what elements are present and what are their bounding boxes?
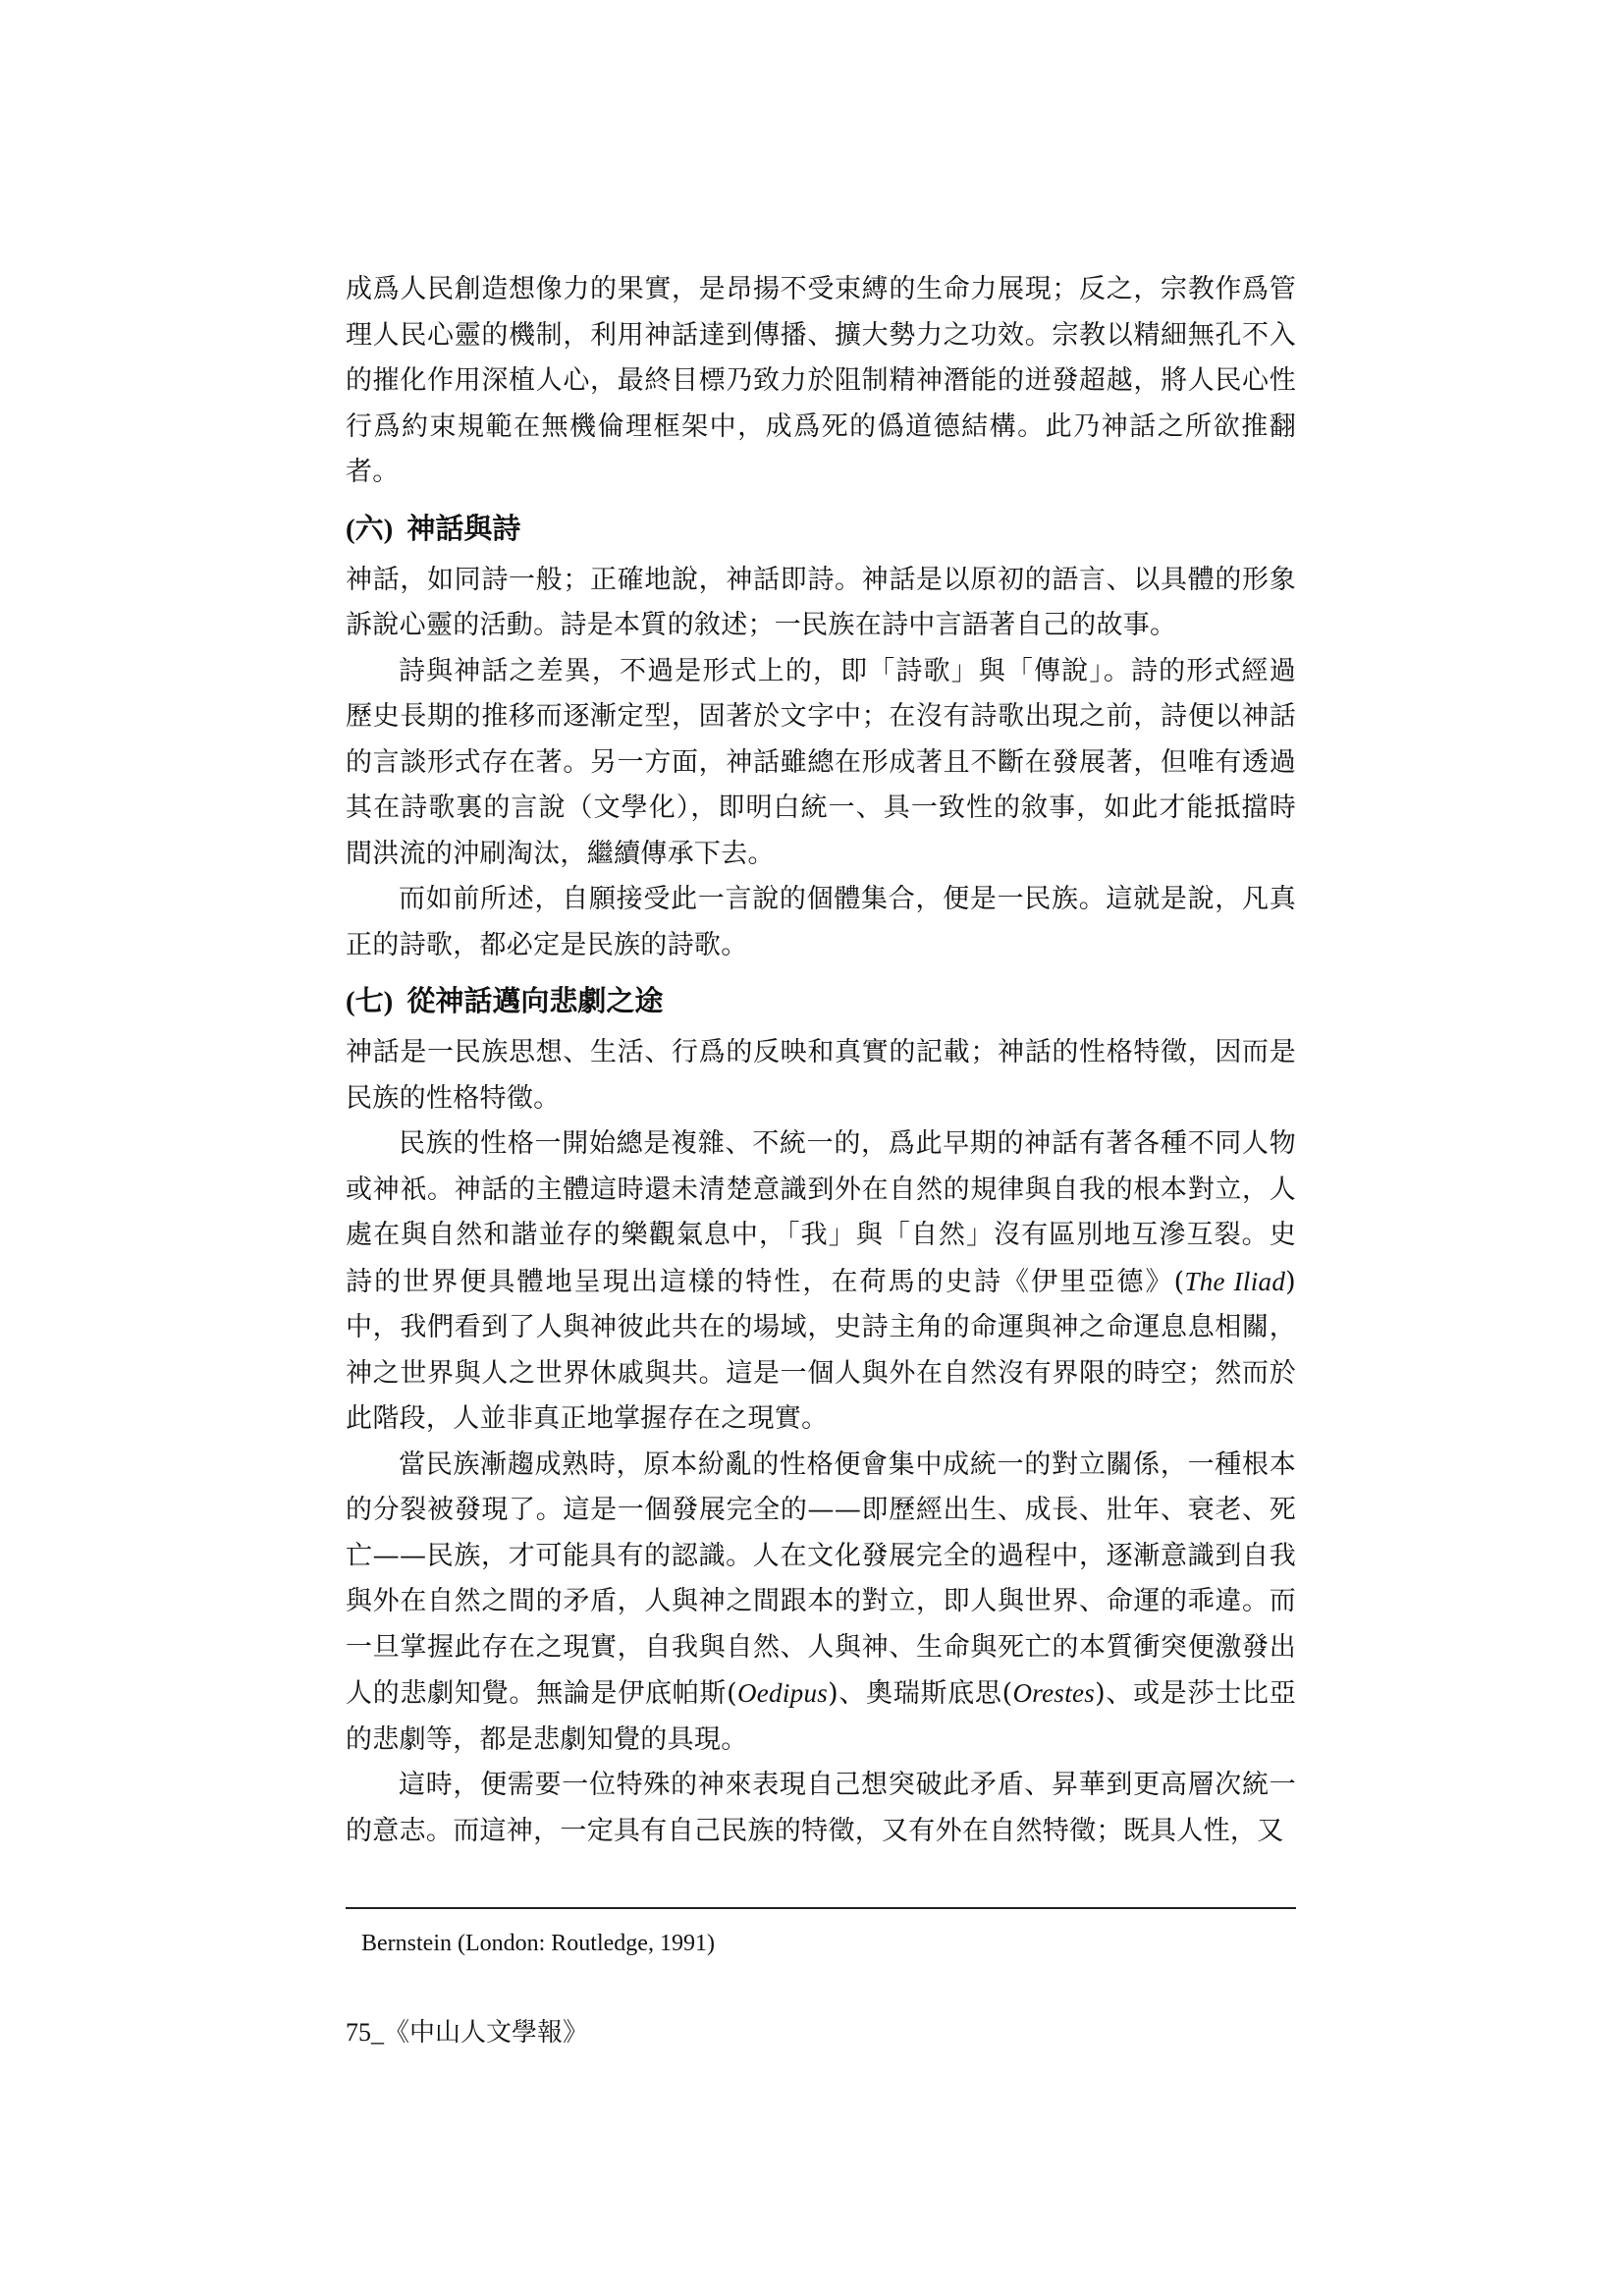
paragraph-5: 神話是一民族思想、生活、行爲的反映和真實的記載；神話的性格特徵，因而是民族的性格特徵。 (346, 1037, 1296, 1114)
paragraph-2: 神話，如同詩一般；正確地說，神話即詩。神話是以原初的語言、以具體的形象訴說心靈的活動。詩是本質的敘述；一民族在詩中言語著自己的故事。 (346, 564, 1296, 640)
orestes-name: Orestes (1012, 1678, 1096, 1708)
paragraph-1: 成爲人民創造想像力的果實，是昂揚不受束縛的生命力展現；反之，宗教作爲管理人民心靈的機制，利用神話達到傳播、擴大勢力之功效。宗教以精細無孔不入的摧化作用深植人心，最終目標乃致力於阻制精神潛能的迸發超越，將人民心性行爲約束規範在無機倫理框架中，成爲死的僞道德結構。此乃神話之所欲推翻者。 (346, 274, 1296, 487)
section-title: 從神話邁向悲劇之途 (406, 984, 664, 1017)
paragraph-4: 而如前所述，自願接受此一言說的個體集合，便是一民族。這就是說，凡真正的詩歌，都必定是民族的詩歌。 (346, 884, 1296, 960)
page-body (346, 267, 1296, 1854)
section-number: (七) (346, 986, 394, 1017)
paragraph-7-text-a: 當民族漸趨成熟時，原本紛亂的性格便會集中成統一的對立關係，一種根本的分裂被發現了。這是一個發展完全的——即歷經出生、成長、壯年、衰老、死亡——民族，才可能具有的認識。人在文化發展完全的過程中，逐漸意識到自我與外在自然之間的矛盾，人與神之間跟本的對立，即人與世界、命運的乖違。而一旦掌握此存在之現實，自我與自然、人與神、生命與死亡的本質衝突便激發出人的悲劇知覺。無論是伊底帕斯( (346, 1449, 1296, 1709)
journal-name: 《中山人文學報》 (384, 2018, 589, 2048)
paragraph-6-text-b: )中，我們看到了人與神彼此共在的場域，史詩主角的命運與神之命運息息相關，神之世界與人之世界休戚與共。這是一個人與外在自然沒有界限的時空；然而於此階段，人並非真正地掌握存在之現實。 (346, 1266, 1296, 1434)
section-heading-7 (346, 976, 1296, 1026)
paragraph-7-text-c: )、或是莎士比亞的悲劇等，都是悲劇知覺的具現。 (346, 1678, 1296, 1755)
section-number: (六) (346, 513, 394, 545)
section-title: 神話與詩 (406, 511, 521, 545)
iliad-title: The Iliad (1184, 1266, 1286, 1296)
paragraph-3: 詩與神話之差異，不過是形式上的，即「詩歌」與「傳說」。詩的形式經過歷史長期的推移而逐漸定型，固著於文字中；在沒有詩歌出現之前，詩便以神話的言談形式存在著。另一方面，神話雖總在形成著且不斷在發展著，但唯有透過其在詩歌裏的言說（文學化），即明白統一、具一致性的敘事，如此才能抵擋時間洪流的沖刷淘汰，繼續傳承下去。 (346, 655, 1296, 869)
paragraph-6 (346, 1121, 1296, 1443)
paragraph-6-text-a: 民族的性格一開始總是複雜、不統一的，爲此早期的神話有著各種不同人物或神祇。神話的主體這時還未清楚意識到外在自然的規律與自我的根本對立，人處在與自然和諧並存的樂觀氣息中，「我」與「自然」沒有區別地互滲互裂。史詩的世界便具體地呈現出這樣的特性，在荷馬的史詩《伊里亞德》( (346, 1128, 1296, 1297)
footnote: Bernstein (London: Routledge, 1991) (361, 1931, 715, 1956)
page-footer (346, 2015, 588, 2050)
footnote-divider (346, 1907, 1296, 1909)
page-number: 75_ (346, 2018, 384, 2047)
paragraph-8: 這時，便需要一位特殊的神來表現自己想突破此矛盾、昇華到更高層次統一的意志。而這神，一定具有自己民族的特徵，又有外在自然特徵；既具人性，又 (346, 1770, 1296, 1846)
paragraph-7-text-b: )、奧瑞斯底思( (828, 1678, 1013, 1709)
section-heading-6 (346, 504, 1296, 554)
paragraph-7 (346, 1443, 1296, 1764)
oedipus-name: Oedipus (736, 1678, 829, 1708)
